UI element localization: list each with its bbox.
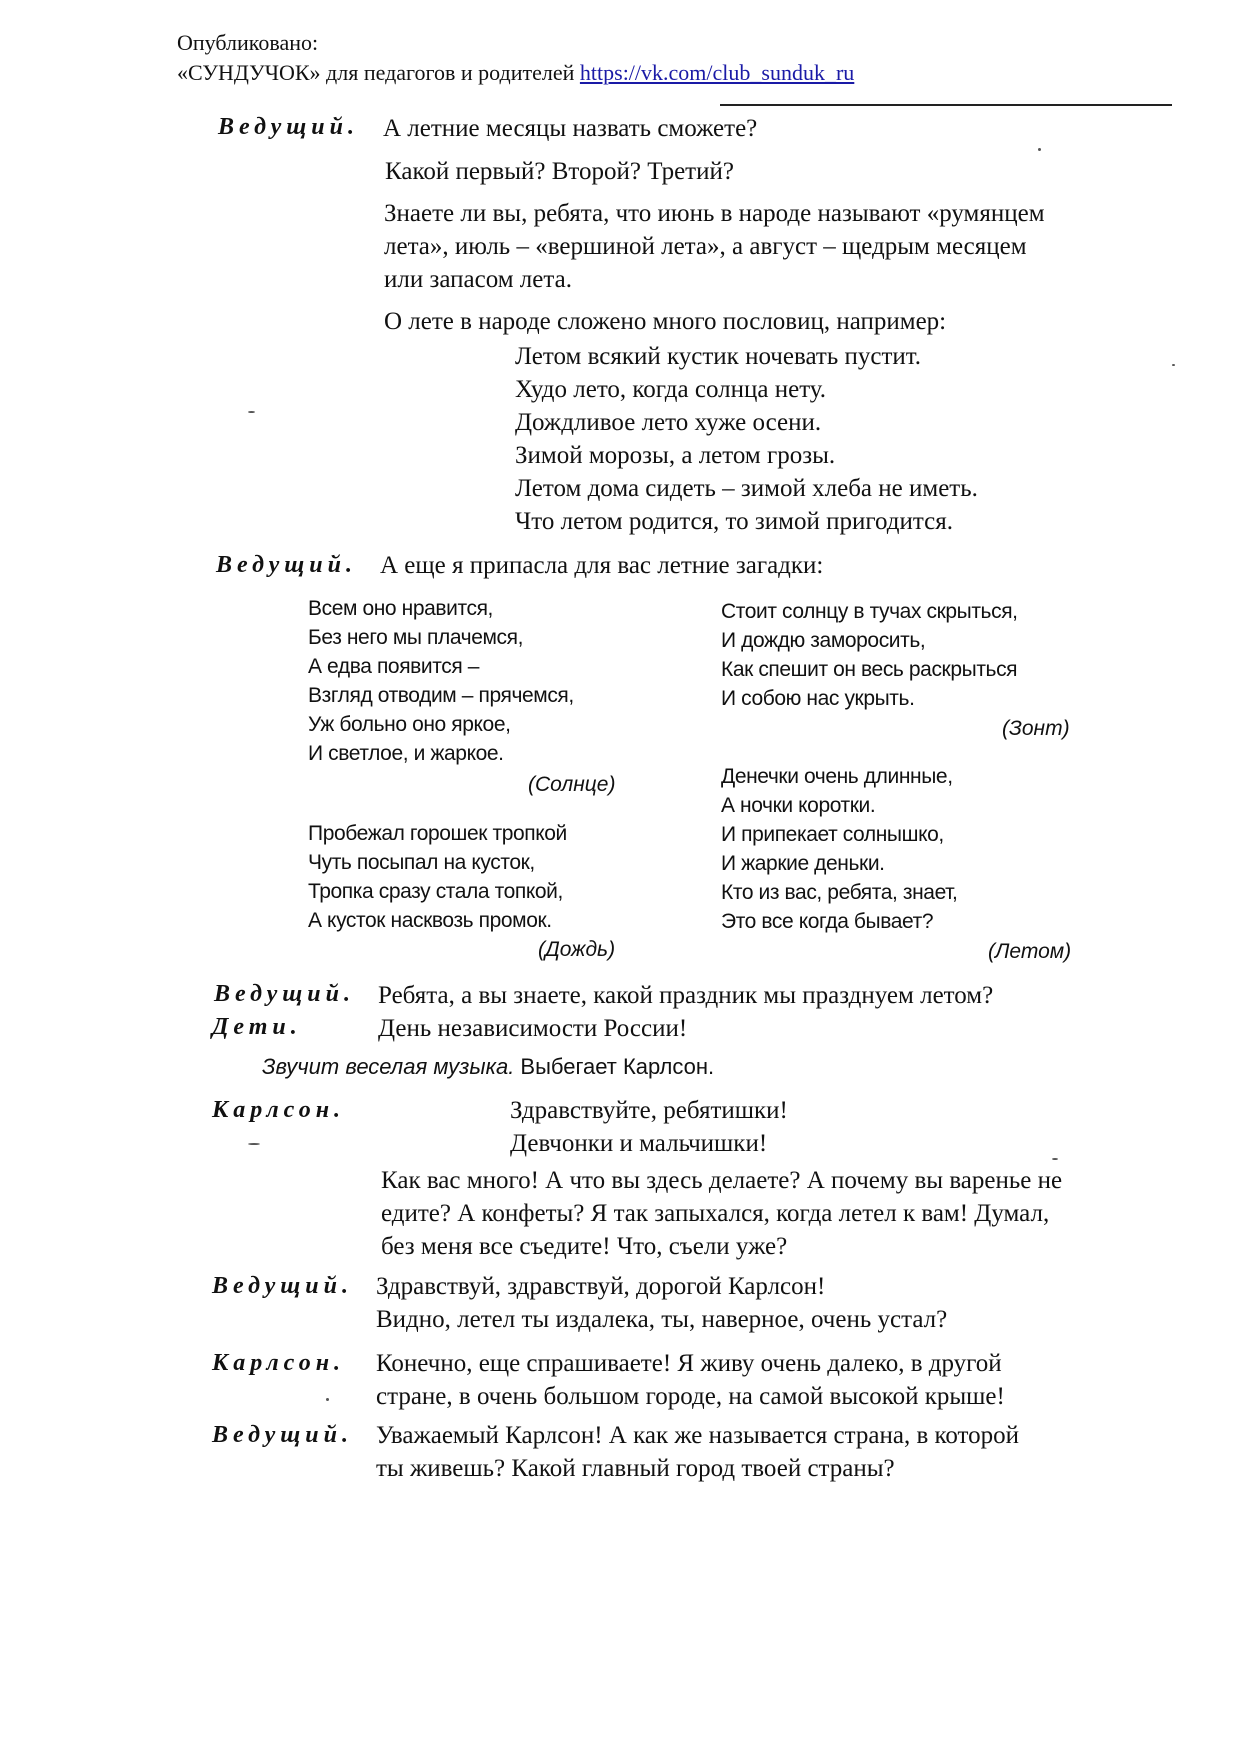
- riddle-line: И светлое, и жаркое.: [308, 742, 504, 765]
- para-line: Видно, летел ты издалека, ты, наверное, очень устал?: [376, 1306, 948, 1333]
- riddles-intro: А еще я припасла для вас летние загадки:: [380, 552, 824, 579]
- stage-direction-music: Звучит веселая музыка.: [262, 1054, 515, 1079]
- verse-line: Здравствуйте, ребятишки!: [510, 1097, 788, 1124]
- riddle-umbrella: [721, 597, 1018, 713]
- riddle-rain: [308, 819, 567, 935]
- para-line: Уважаемый Карлсон! А как же называется страна, в которой: [376, 1422, 1020, 1449]
- riddle-line: Денечки очень длинные,: [721, 765, 953, 788]
- stage-direction-enter: Выбегает Карлсон.: [514, 1054, 715, 1079]
- para-line: ты живешь? Какой главный город твоей страны?: [376, 1455, 895, 1482]
- publisher-link[interactable]: https://vk.com/club_sunduk_ru: [579, 60, 855, 85]
- para-line: Как вас много! А что вы здесь делаете? А почему вы варенье не: [381, 1167, 1063, 1194]
- speaker-host: Ведущий.: [214, 981, 355, 1007]
- para-line: лета», июль – «вершиной лета», а август – щедрым месяцем: [384, 233, 1027, 260]
- scan-speck: [1172, 364, 1175, 366]
- publisher-name: «СУНДУЧОК» для педагогов и родителей: [177, 60, 575, 85]
- riddle-line: Всем оно нравится,: [308, 597, 493, 620]
- riddle-line: А ночки коротки.: [721, 794, 876, 817]
- host-line-months: А летние месяцы назвать сможете?: [383, 115, 758, 142]
- para-line: стране, в очень большом городе, на самой высокой крыше!: [376, 1383, 1005, 1410]
- speaker-host: Ведущий.: [216, 552, 357, 578]
- proverb: Летом всякий кустик ночевать пустит.: [515, 343, 922, 370]
- publisher-line: [177, 60, 854, 86]
- speaker-host: Ведущий.: [218, 114, 359, 140]
- riddle-line: И дождю заморосить,: [721, 629, 926, 652]
- riddle-line: И припекает солнышко,: [721, 823, 944, 846]
- riddle-line: А кусток насквозь промок.: [308, 909, 552, 932]
- riddle-line: А едва появится –: [308, 655, 480, 678]
- riddle-line: Взгляд отводим – прячемся,: [308, 684, 574, 707]
- riddle-line: Это все когда бывает?: [721, 910, 934, 933]
- host-question-holiday: Ребята, а вы знаете, какой праздник мы празднуем летом?: [378, 982, 994, 1009]
- proverb: Дождливое лето хуже осени.: [515, 409, 822, 436]
- speaker-karlson: Карлсон.: [212, 1350, 346, 1376]
- verse-line: Девчонки и мальчишки!: [510, 1130, 768, 1157]
- karlson-para: [381, 1164, 1062, 1263]
- host-reply: [376, 1270, 947, 1336]
- stage-direction: [262, 1054, 714, 1080]
- riddle-line: Уж больно оно яркое,: [308, 713, 511, 736]
- scan-speck: [1038, 148, 1041, 151]
- scan-speck: [326, 1398, 329, 1401]
- para-line: без меня все съедите! Что, съели уже?: [381, 1233, 788, 1260]
- karlson-greeting: [510, 1094, 788, 1160]
- riddle-answer-summer: (Летом): [988, 940, 1072, 963]
- riddle-summer: [721, 762, 958, 936]
- para-line: Здравствуй, здравствуй, дорогой Карлсон!: [376, 1273, 826, 1300]
- proverbs-list: [515, 340, 978, 538]
- riddle-line: Пробежал горошек тропкой: [308, 822, 567, 845]
- riddle-sun: [308, 594, 574, 768]
- host-line-which: Какой первый? Второй? Третий?: [385, 158, 734, 185]
- scan-speck: [248, 411, 255, 413]
- scan-speck: [1052, 1158, 1058, 1160]
- riddle-line: И собою нас укрыть.: [721, 687, 915, 710]
- riddle-answer-rain: (Дождь): [538, 938, 616, 961]
- proverbs-intro: О лете в народе сложено много пословиц, например:: [384, 308, 947, 335]
- speaker-kids: Дети.: [212, 1014, 302, 1040]
- riddle-line: Стоит солнцу в тучах скрыться,: [721, 600, 1018, 623]
- speaker-karlson: Карлсон.: [212, 1097, 346, 1123]
- header-divider: [720, 104, 1172, 106]
- riddle-answer-sun: (Солнце): [528, 773, 616, 796]
- riddle-line: И жаркие деньки.: [721, 852, 885, 875]
- proverb: Зимой морозы, а летом грозы.: [515, 442, 836, 469]
- riddle-line: Без него мы плачемся,: [308, 626, 524, 649]
- speaker-host: Ведущий.: [212, 1273, 353, 1299]
- host-para-months: [384, 197, 1045, 296]
- para-line: Знаете ли вы, ребята, что июнь в народе называют «румянцем: [384, 200, 1045, 227]
- riddle-line: Кто из вас, ребята, знает,: [721, 881, 958, 904]
- para-line: или запасом лета.: [384, 266, 572, 293]
- kids-answer: День независимости России!: [378, 1015, 688, 1042]
- riddle-answer-umbrella: (Зонт): [1002, 717, 1070, 740]
- speaker-host: Ведущий.: [212, 1422, 353, 1448]
- host-question-country: [376, 1419, 1019, 1485]
- para-line: Конечно, еще спрашиваете! Я живу очень далеко, в другой: [376, 1350, 1002, 1377]
- proverb: Что летом родится, то зимой пригодится.: [515, 508, 953, 535]
- riddle-line: Как спешит он весь раскрыться: [721, 658, 1018, 681]
- scan-speck: [248, 1143, 260, 1145]
- published-label: Опубликовано:: [177, 30, 319, 55]
- proverb: Худо лето, когда солнца нету.: [515, 376, 827, 403]
- proverb: Летом дома сидеть – зимой хлеба не иметь.: [515, 475, 978, 502]
- para-line: едите? А конфеты? Я так запыхался, когда летел к вам! Думал,: [381, 1200, 1050, 1227]
- riddle-line: Тропка сразу стала топкой,: [308, 880, 563, 903]
- karlson-reply: [376, 1347, 1005, 1413]
- riddle-line: Чуть посыпал на кусток,: [308, 851, 535, 874]
